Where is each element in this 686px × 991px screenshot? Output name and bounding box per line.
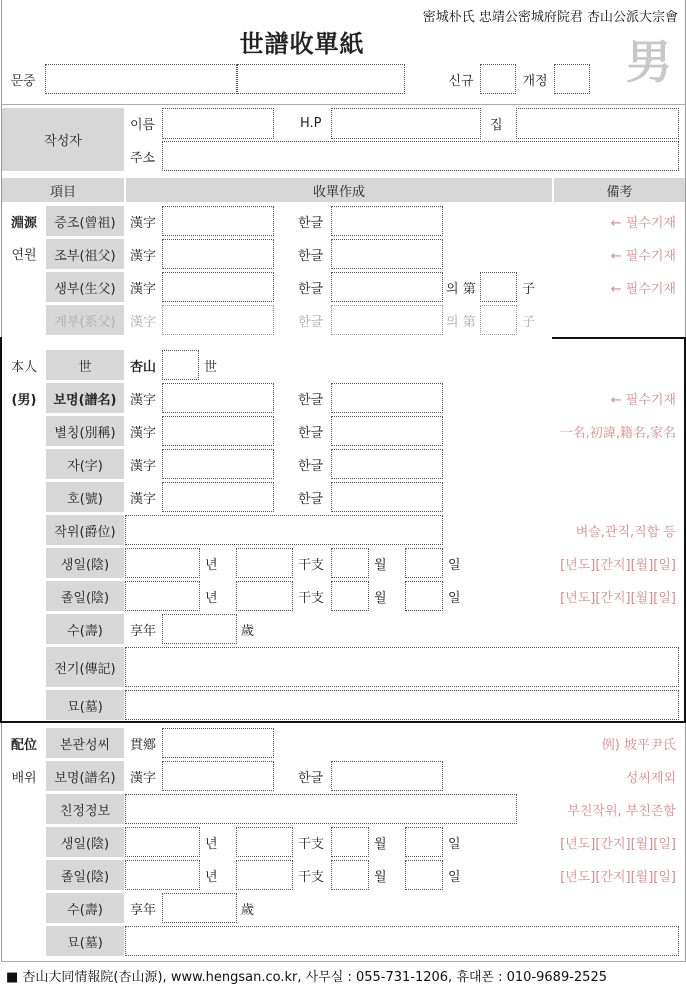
birth-father-son-order-input[interactable]: [480, 272, 517, 302]
table-head-remarks: 備考: [554, 178, 685, 202]
ganji-label: 干支: [298, 590, 325, 606]
spouse-tomb-input[interactable]: [125, 926, 679, 956]
origin-label-hanja: 淵源: [10, 215, 37, 231]
biography-label: 전기(傳記): [46, 647, 124, 687]
month-label: 월: [374, 557, 387, 573]
date-format-note: [년도][간지][월][일]: [560, 590, 676, 606]
spouse-birth-year-input[interactable]: [125, 827, 200, 857]
hangul-label: 한글: [298, 314, 324, 330]
new-label: 신규: [448, 73, 474, 89]
adoptive-father-hanja-input[interactable]: [162, 305, 274, 335]
hanja-label: 漢字: [130, 314, 157, 330]
spouse-age-input[interactable]: [162, 893, 237, 923]
grandfather-label: 조부(祖父): [46, 239, 124, 269]
jakwi-label: 작위(爵位): [46, 515, 124, 545]
hanja-label: 漢字: [130, 392, 157, 408]
spouse-death-ganji-input[interactable]: [236, 860, 293, 890]
birth-father-label: 생부(生父): [46, 272, 124, 302]
self-death-label: 졸일(陰): [46, 581, 124, 611]
son-order-label: 의 第: [446, 314, 476, 330]
table-head-main: 收單作成: [126, 178, 552, 202]
age-unit-label: 歲: [241, 902, 255, 918]
sex-mark: 男: [626, 35, 672, 89]
hanja-label: 漢字: [130, 215, 157, 231]
ganji-label: 干支: [298, 557, 325, 573]
age-unit-label: 歲: [241, 623, 255, 639]
spouse-birth-month-input[interactable]: [331, 827, 369, 857]
spouse-bomyeong-label: 보명(譜名): [46, 761, 124, 791]
spouse-bomyeong-hangul-input[interactable]: [331, 761, 443, 791]
self-label-2: (男): [11, 392, 37, 408]
munjung-input-1[interactable]: [45, 64, 237, 94]
hanja-label: 漢字: [130, 491, 157, 507]
biography-input[interactable]: [125, 647, 679, 687]
son-order-label: 의 第: [446, 281, 476, 297]
generation-input[interactable]: [162, 350, 199, 380]
form-title: 世譜收單紙: [239, 30, 365, 58]
spouse-family-note: 부친작위, 부친존함: [567, 803, 676, 819]
byeolching-note: 一名,初諱,籍名,家名: [559, 425, 676, 441]
hangul-label: 한글: [298, 215, 324, 231]
hangul-label: 한글: [298, 281, 324, 297]
birth-father-hanja-input[interactable]: [162, 272, 274, 302]
spouse-death-label: 졸일(陰): [46, 860, 124, 890]
spouse-bongwan-input[interactable]: [162, 728, 274, 758]
bottom-divider: [1, 961, 686, 962]
self-tomb-input[interactable]: [125, 690, 679, 720]
day-label: 일: [448, 836, 461, 852]
self-birth-month-input[interactable]: [331, 548, 369, 578]
spouse-bomyeong-hanja-input[interactable]: [162, 761, 274, 791]
son-label: 子: [522, 314, 536, 330]
ja-hangul-input[interactable]: [331, 449, 443, 479]
spouse-death-month-input[interactable]: [331, 860, 369, 890]
required-note: ← 필수기재: [610, 281, 676, 297]
table-head-item: 項目: [2, 178, 124, 202]
year-label: 년: [205, 836, 218, 852]
adoptive-father-son-order-input[interactable]: [480, 305, 517, 335]
spouse-label-2: 배위: [11, 770, 37, 786]
required-note: ← 필수기재: [610, 248, 676, 264]
self-section-top-edge: [552, 337, 686, 339]
great-grandfather-hanja-input[interactable]: [162, 206, 274, 236]
spouse-death-day-input[interactable]: [405, 860, 443, 890]
grandfather-hangul-input[interactable]: [331, 239, 443, 269]
ja-label: 자(字): [46, 449, 124, 479]
generation-label: 世: [46, 350, 124, 380]
organization-name: 密城朴氏 忠靖公密城府院君 杏山公派大宗會: [422, 10, 678, 25]
writer-address-input[interactable]: [162, 141, 679, 171]
hanja-label: 漢字: [130, 248, 157, 264]
hanja-label: 漢字: [130, 425, 157, 441]
jakwi-input[interactable]: [125, 515, 443, 545]
hanja-label: 漢字: [130, 770, 157, 786]
self-birth-day-input[interactable]: [405, 548, 443, 578]
year-label: 년: [205, 557, 218, 573]
self-label-1: 本人: [10, 359, 37, 375]
self-age-label: 수(壽): [46, 614, 124, 644]
hangul-label: 한글: [298, 491, 324, 507]
writer-home-label: 집: [490, 118, 503, 133]
spouse-family-input[interactable]: [125, 794, 517, 824]
spouse-death-year-input[interactable]: [125, 860, 200, 890]
ho-hangul-input[interactable]: [331, 482, 443, 512]
ganji-label: 干支: [298, 836, 325, 852]
spouse-bomyeong-note: 성씨제외: [625, 770, 676, 786]
ja-hanja-input[interactable]: [162, 449, 274, 479]
munjung-input-2[interactable]: [237, 64, 405, 94]
spouse-bongwan-label: 본관성씨: [46, 728, 124, 758]
ho-hanja-input[interactable]: [162, 482, 274, 512]
bomyeong-hanja-input[interactable]: [162, 383, 274, 413]
year-label: 년: [205, 869, 218, 885]
month-label: 월: [374, 590, 387, 606]
writer-hp-label: H.P: [300, 116, 322, 131]
grandfather-hanja-input[interactable]: [162, 239, 274, 269]
munjung-label: 문중: [10, 73, 36, 89]
self-death-ganji-input[interactable]: [236, 581, 293, 611]
hyangnyeon-label: 享年: [130, 902, 157, 918]
date-format-note: [년도][간지][월][일]: [560, 836, 676, 852]
self-birth-year-input[interactable]: [125, 548, 200, 578]
writer-address-label: 주소: [130, 150, 156, 166]
hangul-label: 한글: [298, 392, 324, 408]
gwanhyang-label: 貫鄕: [130, 737, 157, 753]
new-checkbox[interactable]: [480, 64, 516, 94]
hangul-label: 한글: [298, 425, 324, 441]
great-grandfather-hangul-input[interactable]: [331, 206, 443, 236]
hyangnyeon-label: 享年: [130, 623, 157, 639]
bomyeong-hangul-input[interactable]: [331, 383, 443, 413]
self-birth-ganji-input[interactable]: [236, 548, 293, 578]
adoptive-father-label: 계부(系父): [46, 305, 124, 335]
divider: [1, 104, 686, 105]
spouse-birth-ganji-input[interactable]: [236, 827, 293, 857]
ganji-label: 干支: [298, 869, 325, 885]
day-label: 일: [448, 557, 461, 573]
revise-checkbox[interactable]: [554, 64, 590, 94]
writer-hp-input[interactable]: [331, 108, 481, 139]
great-grandfather-label: 증조(曾祖): [46, 206, 124, 236]
writer-name-input[interactable]: [162, 108, 274, 139]
byeolching-hanja-input[interactable]: [162, 416, 274, 446]
jakwi-note: 벼슬,관직,직함 등: [575, 524, 676, 540]
writer-home-input[interactable]: [516, 108, 679, 139]
required-note: ← 필수기재: [610, 392, 676, 408]
hangul-label: 한글: [298, 248, 324, 264]
date-format-note: [년도][간지][월][일]: [560, 557, 676, 573]
hangul-label: 한글: [298, 458, 324, 474]
self-death-day-input[interactable]: [405, 581, 443, 611]
birth-father-hangul-input[interactable]: [331, 272, 443, 302]
self-birth-label: 생일(陰): [46, 548, 124, 578]
month-label: 월: [374, 836, 387, 852]
self-death-month-input[interactable]: [331, 581, 369, 611]
required-note: ← 필수기재: [610, 215, 676, 231]
date-format-note: [년도][간지][월][일]: [560, 869, 676, 885]
spouse-family-label: 친정정보: [46, 794, 124, 824]
day-label: 일: [448, 590, 461, 606]
footer-contact: ■ 杏山大同情報院(杏山源), www.hengsan.co.kr, 사무실 : 055-731-1206, 휴대폰 : 010-9689-2525: [6, 970, 607, 985]
generation-suffix: 世: [204, 359, 218, 375]
month-label: 월: [374, 869, 387, 885]
spouse-bongwan-note: 例) 坡平尹氏: [601, 737, 676, 753]
hangul-label: 한글: [298, 770, 324, 786]
origin-label-hangul: 연원: [11, 247, 37, 263]
revise-label: 개정: [522, 73, 548, 89]
son-label: 子: [522, 281, 536, 297]
byeolching-label: 별칭(別稱): [46, 416, 124, 446]
spouse-tomb-label: 묘(墓): [46, 926, 124, 956]
day-label: 일: [448, 869, 461, 885]
year-label: 년: [205, 590, 218, 606]
spouse-birth-day-input[interactable]: [405, 827, 443, 857]
writer-label: 작성자: [2, 108, 124, 171]
spouse-age-label: 수(壽): [46, 893, 124, 923]
self-tomb-label: 묘(墓): [46, 690, 124, 720]
bomyeong-label: 보명(譜名): [46, 383, 124, 413]
self-section-corner: [0, 337, 2, 339]
ho-label: 호(號): [46, 482, 124, 512]
adoptive-father-hangul-input[interactable]: [331, 305, 443, 335]
spouse-birth-label: 생일(陰): [46, 827, 124, 857]
byeolching-hangul-input[interactable]: [331, 416, 443, 446]
spouse-label-1: 配位: [10, 737, 37, 753]
writer-name-label: 이름: [130, 118, 156, 133]
self-age-input[interactable]: [162, 614, 237, 644]
generation-prefix: 杏山: [130, 359, 157, 375]
hanja-label: 漢字: [130, 458, 157, 474]
self-death-year-input[interactable]: [125, 581, 200, 611]
hanja-label: 漢字: [130, 281, 157, 297]
